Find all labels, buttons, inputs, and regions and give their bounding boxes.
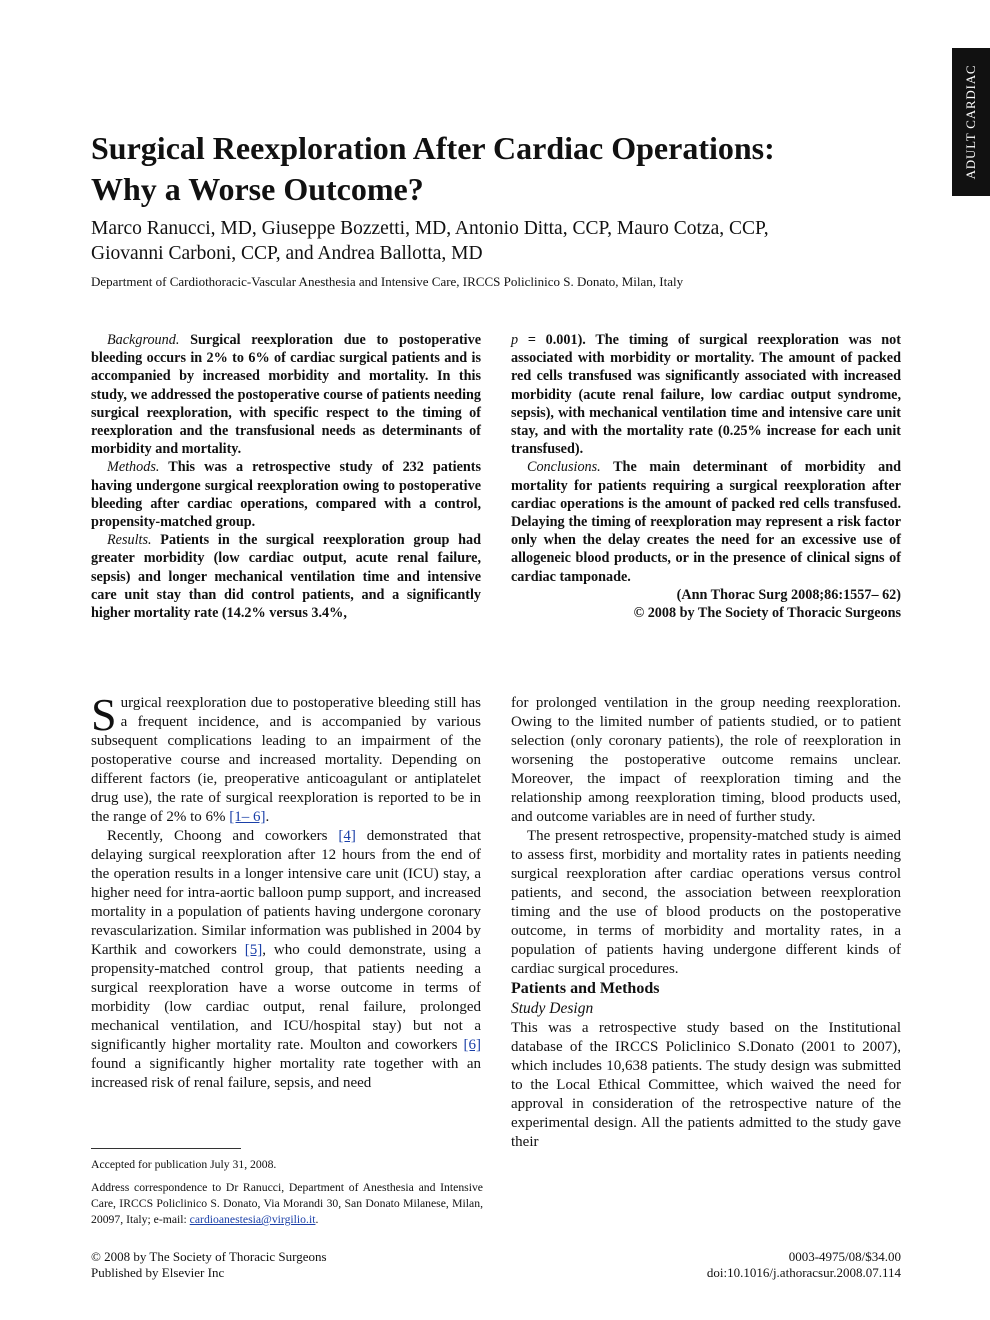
methods-label: Methods. (107, 459, 160, 476)
journal-citation: (Ann Thorac Surg 2008;86:1557– 62) (676, 586, 901, 603)
p-value-symbol: p (511, 332, 519, 348)
title-line-2: Why a Worse Outcome? (91, 171, 424, 207)
authors-line-2: Giovanni Carboni, CCP, and Andrea Ballotta, MD (91, 243, 483, 264)
intro-paragraph-2-b: demonstrated that delaying surgical reexploration after 12 hours from the end of the operation results in a longer intensive care unit (ICU) stay, a higher need for intra-aortic balloon pump support, and increased mortality in a population of patients having undergone coronary revascularization. Similar information was published in 2004 by Karthik and coworkers (91, 828, 481, 958)
body-column-left (91, 689, 481, 1093)
abstract-column-left (91, 331, 481, 622)
results-continued-text: = 0.001). The timing of surgical reexploration was not associated with morbidity or mortality. The amount of packed red cells transfused was significantly associated with increased morbidity (acute renal failure, low cardiac output syndrome, sepsis), with mechanical ventilation time and intensive care unit stay, and with the mortality rate (0.25% increase for each unit transfused). (511, 332, 901, 458)
footnote-address-text: Address correspondence to Dr Ranucci, Department of Anesthesia and Intensive Care, IRCCS Policlinico S. Donato, Via Morandi 30, San Donato Milanese, Milan, 20097, Italy; e-mail: (91, 1181, 483, 1226)
footnote-address-end: . (315, 1213, 319, 1226)
footer-left (91, 1249, 327, 1281)
methods-text: This was a retrospective study of 232 patients having undergone surgical reexploration owing to postoperative bleeding after cardiac operations, compared with a control, propensity-matched group. (91, 459, 481, 531)
conclusions-text: The main determinant of morbidity and mortality for patients requiring a surgical reexploration after cardiac operations is the amount of packed red cells transfused. Delaying the timing of reexploration may represent a risk factor only when the delay creates the need for an excessive use of allogeneic blood products, or in the presence of clinical signs of cardiac tamponade. (511, 459, 901, 585)
conclusions-label: Conclusions. (527, 459, 601, 476)
intro-paragraph-1-text: urgical reexploration due to postoperative bleeding still has a frequent incidence, and is accompanied by various subsequent complications leading to an impairment of the postoperative course and increased mortality. Depending on different factors (ie, preoperative anticoagulant or antiplatelet drug use), the rate of surgical reexploration is reported to be in the range of 2% to 6% (91, 695, 481, 825)
intro-paragraph-4: The present retrospective, propensity-matched study is aimed to assess first, morbidity and mortality rates in patients needing surgical reexploration after cardiac operations versus control patients, and second, the association between reexploration timing and the use of blood products on the postoperative outcome, in terms of morbidity and mortality rates, in a population of patients having undergone different kinds of cardiac surgical procedures. (511, 828, 901, 977)
intro-paragraph-3: for prolonged ventilation in the group needing reexploration. Owing to the limited number of patients studied, or to patient selection (only coronary patients), the role of reexploration in worsening the postoperative outcome remains unclear. Moreover, the impact of reexploration timing and the relationship among reexploration timing, blood products used, and outcome variables are in need of further study. (511, 695, 901, 825)
drop-cap: S (91, 689, 117, 740)
footer-copyright: © 2008 by The Society of Thoracic Surgeons (91, 1249, 327, 1264)
reference-link-5[interactable]: [5] (244, 942, 263, 958)
abstract-copyright: © 2008 by The Society of Thoracic Surgeons (633, 605, 901, 622)
section-heading-patients-methods: Patients and Methods (511, 980, 660, 997)
section-tab-label: ADULT CARDIAC (963, 64, 978, 180)
footer-doi: doi:10.1016/j.athoracsur.2008.07.114 (706, 1265, 901, 1280)
intro-paragraph-1-end: . (265, 809, 270, 825)
footer-publisher: Published by Elsevier Inc (91, 1265, 225, 1280)
abstract-results (91, 531, 481, 622)
abstract-column-right (511, 331, 901, 622)
footer-right (600, 1249, 901, 1281)
email-link[interactable]: cardioanestesia@virgilio.it (189, 1213, 316, 1226)
article-title (91, 128, 911, 210)
background-label: Background. (107, 332, 180, 348)
intro-paragraph-2-d: found a significantly higher mortality rate together with an increased risk of renal failure, sepsis, and need (91, 1056, 481, 1091)
intro-paragraph-2 (91, 827, 481, 1093)
section-tab (952, 48, 990, 196)
intro-paragraph-1 (91, 689, 481, 827)
abstract-methods (91, 458, 481, 531)
title-line-1: Surgical Reexploration After Cardiac Operations: (91, 130, 775, 166)
abstract-conclusions (511, 458, 901, 585)
authors-line-1: Marco Ranucci, MD, Giuseppe Bozzetti, MD, Antonio Ditta, CCP, Mauro Cotza, CCP, (91, 218, 769, 239)
abstract-background (91, 331, 481, 458)
abstract-results-continued (511, 331, 901, 458)
footnote-accepted: Accepted for publication July 31, 2008. (91, 1158, 277, 1171)
footnote-address (91, 1180, 483, 1228)
reference-link-4[interactable]: [4] (338, 828, 356, 844)
footer-issn: 0003-4975/08/$34.00 (788, 1249, 901, 1264)
reference-link-1-6[interactable]: [1– 6] (229, 809, 266, 825)
results-label: Results. (107, 532, 152, 549)
results-text: Patients in the surgical reexploration group had greater morbidity (low cardiac output, acute renal failure, sepsis) and longer mechanical ventilation time and intensive care unit stay than did control patients, and a significantly higher mortality rate (14.2% versus 3.4%, (91, 532, 481, 622)
background-text: Surgical reexploration due to postoperative bleeding occurs in 2% to 6% of cardiac surgical patients and is accompanied by increased morbidity and mortality. In this study, we addressed the postoperative course of patients needing surgical reexploration, with specific respect to the timing of reexploration and the transfusional needs as determinants of morbidity and mortality. (91, 332, 481, 458)
intro-paragraph-2-c: , who could demonstrate, using a propensity-matched control group, that patients needing a surgical reexploration have a worse outcome in terms of morbidity (low cardiac output, renal failure, prolonged mechanical ventilation, and ICU/hospital stay) but not a significantly higher mortality rate. Moulton and coworkers (91, 942, 481, 1053)
reference-link-6[interactable]: [6] (463, 1037, 481, 1053)
affiliation: Department of Cardiothoracic-Vascular Anesthesia and Intensive Care, IRCCS Policlinico S. Donato, Milan, Italy (91, 274, 684, 289)
study-design-paragraph: This was a retrospective study based on the Institutional database of the IRCCS Policlinico S.Donato (2001 to 2007), which includes 10,638 patients. The study design was submitted to the Local Ethical Committee, which waived the need for approval in consideration of the retrospective nature of the experimental design. All the patients admitted to the study gave their (511, 1020, 901, 1150)
author-list (91, 216, 921, 266)
subsection-heading-study-design: Study Design (511, 1000, 594, 1017)
body-column-right (511, 694, 901, 1152)
footnote-divider (91, 1148, 241, 1149)
intro-paragraph-2-a: Recently, Choong and coworkers (107, 828, 339, 844)
